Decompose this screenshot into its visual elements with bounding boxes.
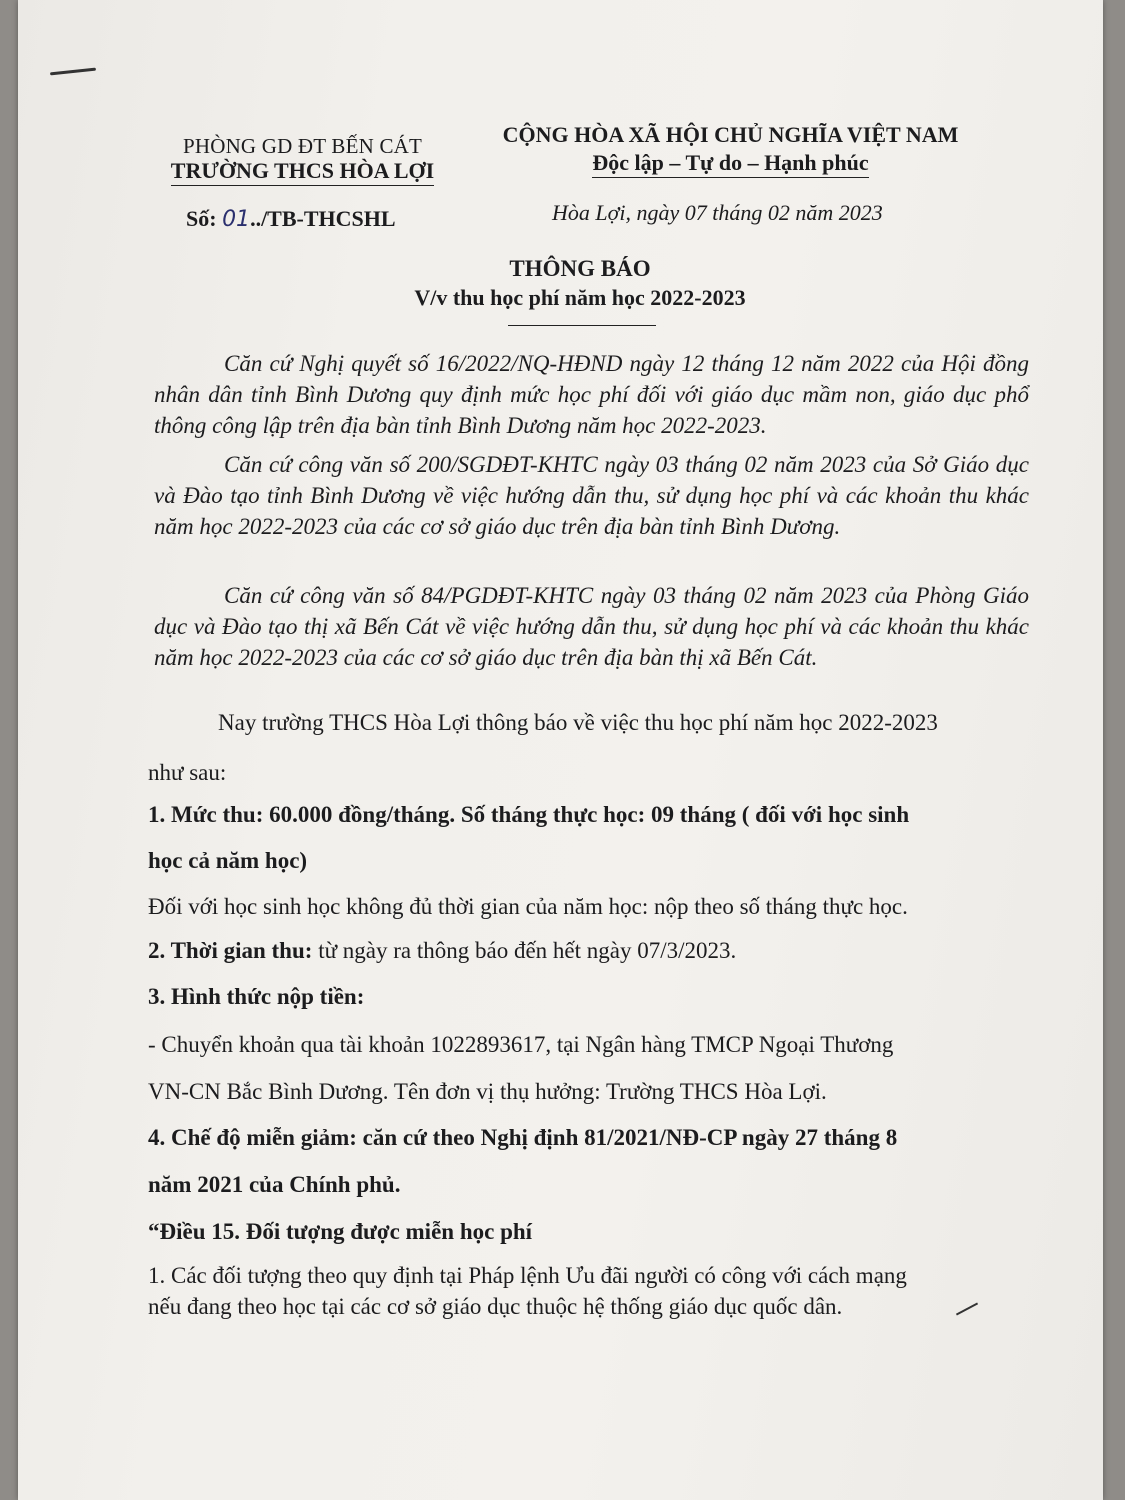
notice-title: THÔNG BÁO	[509, 256, 651, 281]
document-number-suffix: ../TB-THCSHL	[250, 206, 396, 231]
document-number-label: Số:	[186, 206, 217, 231]
republic-name: CỘNG HÒA XÃ HỘI CHỦ NGHĨA VIỆT NAM	[502, 122, 959, 147]
basis-office-letter: Căn cứ công văn số 84/PGDĐT-KHTC ngày 03 tháng 02 năm 2023 của Phòng Giáo dục và Đào tạo thị xã Bến Cát về việc hướng dẫn thu, sử dụng học phí và các khoản thu khác năm học 2022-2023 của các cơ sở giáo dục trên địa bàn thị xã Bến Cát.	[154, 583, 1029, 670]
intro-line-1: Nay trường THCS Hòa Lợi thông báo về việc thu học phí năm học 2022-2023	[218, 710, 938, 735]
item-2	[148, 938, 736, 964]
item-3-line-1: - Chuyển khoản qua tài khoản 1022893617, tại Ngân hàng TMCP Ngoại Thương	[148, 1032, 894, 1057]
document-number-handwritten: 01	[222, 207, 251, 232]
national-motto	[468, 150, 993, 176]
item-1-line-2: học cả năm học)	[148, 848, 308, 873]
item-3-label: 3. Hình thức nộp tiền:	[148, 984, 365, 1009]
national-motto-text: Độc lập – Tự do – Hạnh phúc	[592, 150, 868, 178]
item-1-note: Đối với học sinh học không đủ thời gian của năm học: nộp theo số tháng thực học.	[148, 894, 908, 919]
notice-subject: V/v thu học phí năm học 2022-2023	[414, 285, 746, 310]
item-4-line-1: 4. Chế độ miễn giảm: căn cứ theo Nghị định 81/2021/NĐ-CP ngày 27 tháng 8	[148, 1125, 898, 1150]
item-2-label: 2. Thời gian thu:	[148, 938, 313, 963]
item-1-line-1: 1. Mức thu: 60.000 đồng/tháng. Số tháng thực học: 09 tháng ( đối với học sinh	[148, 802, 910, 827]
basis-department-letter: Căn cứ công văn số 200/SGDĐT-KHTC ngày 03 tháng 02 năm 2023 của Sở Giáo dục và Đào tạo tỉnh Bình Dương về việc hướng dẫn thu, sử dụng học phí và các khoản thu khác năm học 2022-2023 của các cơ sở giáo dục trên địa bàn tỉnh Bình Dương.	[154, 452, 1029, 539]
item-2-text: từ ngày ra thông báo đến hết ngày 07/3/2023.	[312, 938, 737, 963]
title-divider	[508, 325, 656, 326]
article-heading: “Điều 15. Đối tượng được miễn học phí	[148, 1219, 533, 1244]
intro-line-2: như sau:	[148, 760, 227, 785]
document-number	[186, 206, 396, 232]
item-4-line-2: năm 2021 của Chính phủ.	[148, 1172, 401, 1197]
department-name: PHÒNG GD ĐT BẾN CÁT	[182, 134, 423, 158]
school-name-text: TRƯỜNG THCS HÒA LỢI	[171, 158, 434, 186]
date-place: Hòa Lợi, ngày 07 tháng 02 năm 2023	[552, 200, 883, 225]
basis-resolution: Căn cứ Nghị quyết số 16/2022/NQ-HĐND ngày 12 tháng 12 năm 2022 của Hội đồng nhân dân tỉnh Bình Dương quy định mức học phí đối với giáo dục mầm non, giáo dục phổ thông công lập trên địa bàn tỉnh Bình Dương năm học 2022-2023.	[154, 351, 1029, 438]
article-paragraph-line-2: nếu đang theo học tại các cơ sở giáo dục thuộc hệ thống giáo dục quốc dân.	[148, 1294, 843, 1319]
article-paragraph-line-1: 1. Các đối tượng theo quy định tại Pháp lệnh Ưu đãi người có công với cách mạng	[148, 1263, 907, 1288]
school-name	[150, 158, 455, 184]
item-3-line-2: VN-CN Bắc Bình Dương. Tên đơn vị thụ hưởng: Trường THCS Hòa Lợi.	[148, 1079, 827, 1104]
